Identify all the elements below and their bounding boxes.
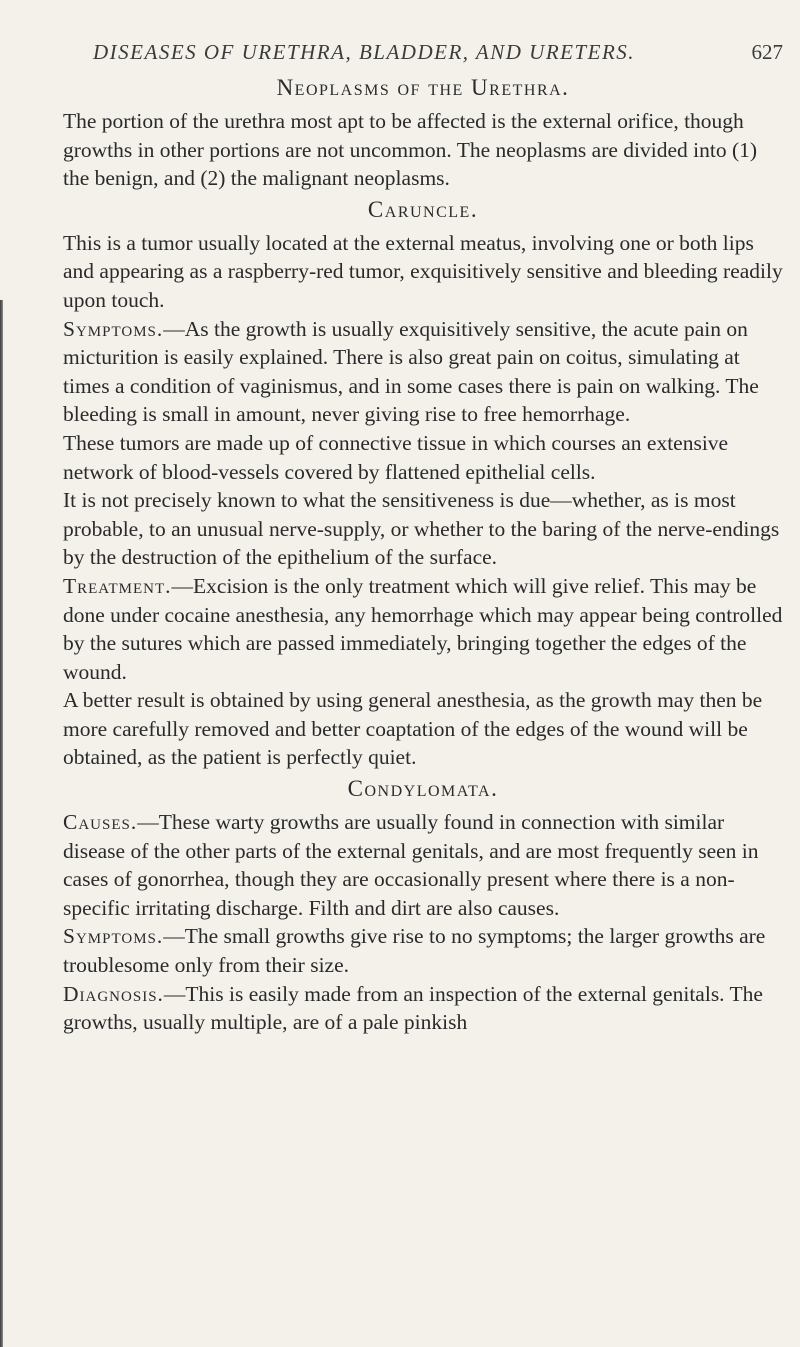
paragraph-lead-in: Diagnosis.	[63, 981, 164, 1006]
paragraph	[63, 315, 783, 429]
paragraph	[63, 980, 783, 1037]
paragraph-text: The portion of the urethra most apt to be affected is the external orifice, though growths in other portions are not uncommon. The neoplasms are divided into (1) the benign, and (2) the malignant neoplasms.	[63, 109, 758, 191]
page-body	[63, 75, 783, 1037]
section-heading: Caruncle.	[367, 196, 479, 222]
paragraph	[63, 686, 783, 772]
paragraph-lead-in: Causes.	[63, 810, 138, 835]
paragraph	[63, 808, 783, 922]
paragraph-lead-in: Symptoms.	[63, 316, 164, 341]
paragraph	[63, 922, 783, 979]
paragraph-lead-in: Symptoms.	[63, 924, 164, 949]
paragraph-text: A better result is obtained by using general anesthesia, as the growth may then be more carefully removed and better coaptation of the edges of the wound will be obtained, as the patient is perfectly quiet.	[63, 688, 763, 770]
book-page	[63, 40, 783, 1037]
paragraph-text: —Excision is the only treatment which will give relief. This may be done under cocaine anesthesia, any hemorrhage which may appear being controlled by the sutures which are passed immediately, bringing together the edges of the wound.	[63, 573, 783, 684]
paragraph-lead-in: Treatment.	[63, 573, 172, 598]
running-title: DISEASES OF URETHRA, BLADDER, AND URETERS.	[93, 40, 636, 64]
section-heading: Neoplasms of the Urethra.	[276, 75, 570, 100]
paragraph	[63, 572, 783, 686]
page-binding-edge	[0, 300, 3, 1347]
paragraph	[63, 486, 783, 572]
paragraph-text: —The small growths give rise to no symptoms; the larger growths are troublesome only from their size.	[63, 924, 766, 978]
paragraph-text: —As the growth is usually exquisitively sensitive, the acute pain on micturition is easily explained. There is also great pain on coitus, simulating at times a condition of vaginismus, and in some cases there is pain on walking. The bleeding is small in amount, never giving rise to free hemorrhage.	[63, 316, 759, 427]
paragraph-text: —These warty growths are usually found in connection with similar disease of the other parts of the external genitals, and are most frequently seen in cases of gonorrhea, though they are occasionally present where there is a non-specific irritating discharge. Filth and dirt are also causes.	[63, 810, 759, 920]
paragraph-text: These tumors are made up of connective tissue in which courses an extensive network of blood-vessels covered by flattened epithelial cells.	[63, 430, 729, 484]
paragraph-text: —This is easily made from an inspection of the external genitals. The growths, usually multiple, are of a pale pinkish	[63, 981, 763, 1035]
paragraph-text: It is not precisely known to what the sensitiveness is due—whether, as is most probable, to an unusual nerve-supply, or whether to the baring of the nerve-endings by the destruction of the epithelium of the surface.	[63, 488, 780, 570]
paragraph	[63, 107, 783, 193]
paragraph	[63, 429, 783, 486]
paragraph-text: This is a tumor usually located at the external meatus, involving one or both lips and appearing as a raspberry-red tumor, exquisitively sensitive and bleeding readily upon touch.	[63, 230, 783, 312]
page-number: 627	[751, 40, 783, 64]
running-header	[63, 40, 783, 65]
paragraph	[63, 229, 783, 315]
section-heading: Condylomata.	[347, 776, 499, 802]
